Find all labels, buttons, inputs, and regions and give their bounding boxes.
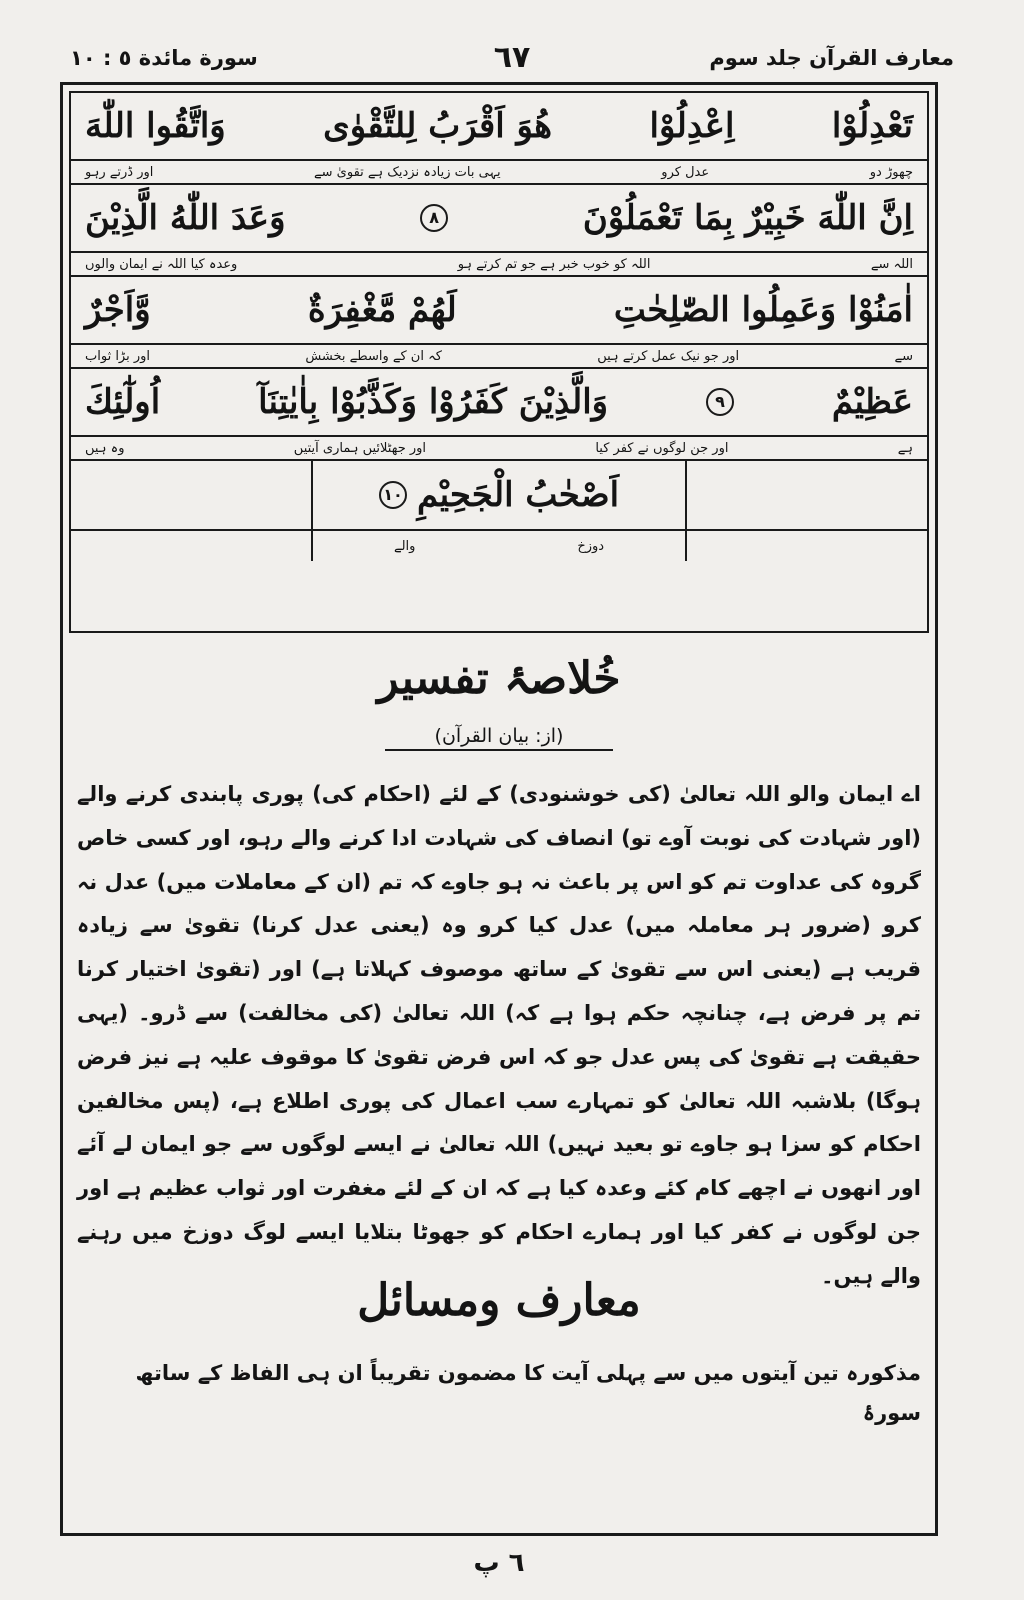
surah-reference: سورة مائدة ٥ : ١٠ <box>70 46 258 70</box>
section-title-khulasa: خُلاصۂ تفسیر <box>377 653 621 704</box>
empty-cell <box>71 461 311 529</box>
empty-cell <box>687 531 927 561</box>
page-number: ٦٧ <box>493 40 531 75</box>
ayah-segment: اِنَّ اللّٰهَ خَبِيْرٌ بِمَا تَعْمَلُوْنَ <box>582 198 913 238</box>
page-header <box>70 40 954 86</box>
source-attribution <box>63 725 935 747</box>
empty-cell <box>687 461 927 529</box>
source-text: (از: بیان القرآن) <box>385 725 614 751</box>
ayah-row-5 <box>71 461 927 531</box>
ayah-row-1 <box>71 93 927 161</box>
page-frame <box>60 82 938 1536</box>
ayah-segment: وَاتَّقُوا اللّٰهَ <box>85 106 226 146</box>
translation-segment: اور جو نیک عمل کرتے ہیں <box>597 348 740 364</box>
translation-segment: وہ ہیں <box>85 440 125 456</box>
translation-segment: اللہ سے <box>870 256 913 272</box>
translation-segment: اور ڈرتے رہو <box>85 164 154 180</box>
ayah-segment: وَعَدَ اللّٰهُ الَّذِيْنَ <box>85 198 286 238</box>
translation-segment: والے <box>393 538 416 554</box>
ayah-segment: وَّاَجْرٌ <box>85 290 151 330</box>
translation-row-1 <box>71 161 927 185</box>
translation-segment: ہے <box>897 440 913 456</box>
ayah-segment: اٰمَنُوْا وَعَمِلُوا الصّٰلِحٰتِ <box>613 290 913 330</box>
maarif-paragraph: مذکورہ تین آیتوں میں سے پہلی آیت کا مضمون تقریباً ان ہی الفاظ کے ساتھ سورۂ <box>135 1361 921 1425</box>
ayah-table <box>69 91 929 633</box>
ayah-segment: لَهُمْ مَّغْفِرَةٌ <box>307 290 457 330</box>
ayah-row-2 <box>71 185 927 253</box>
ayah-row-3 <box>71 277 927 345</box>
translation-row-2 <box>71 253 927 277</box>
ayah-cell <box>311 461 687 529</box>
ayah-segment: اُولٰٓئِكَ <box>85 382 161 422</box>
translation-segment: اور جن لوگوں نے کفر کیا <box>595 440 729 456</box>
empty-cell <box>71 531 311 561</box>
translation-segment: دوزخ <box>577 538 605 554</box>
ayah-segment: اَصْحٰبُ الْجَحِيْمِ <box>416 475 620 515</box>
translation-row-4 <box>71 437 927 461</box>
translation-segment: عدل کرو <box>661 164 710 180</box>
translation-row-3 <box>71 345 927 369</box>
ayah-segment: وَالَّذِيْنَ كَفَرُوْا وَكَذَّبُوْا بِاٰيٰتِنَآ <box>258 382 609 422</box>
translation-segment: اور بڑا ثواب <box>85 348 151 364</box>
translation-cell <box>311 531 687 561</box>
book-title: معارف القرآن جلد سوم <box>709 46 954 70</box>
ayah-segment: اِعْدِلُوْا <box>649 106 735 146</box>
translation-segment: چھوڑ دو <box>869 164 913 180</box>
translation-segment: وعدہ کیا اللہ نے ایمان والوں <box>85 256 238 272</box>
signature-mark: ٦ پ <box>473 1548 525 1578</box>
translation-segment: کہ ان کے واسطے بخشش <box>305 348 442 364</box>
translation-segment: اور جھٹلائیں ہماری آیتیں <box>293 440 427 456</box>
ayah-row-4 <box>71 369 927 437</box>
translation-segment: یہی بات زیادہ نزدیک ہے تقویٰ سے <box>314 164 501 180</box>
translation-row-5 <box>71 531 927 561</box>
ayah-segment: عَظِيْمٌ <box>831 382 913 422</box>
ayah-number-marker: ٩ <box>706 388 734 416</box>
section-title-maarif: معارف ومسائل <box>357 1275 641 1326</box>
ayah-segment: هُوَ اَقْرَبُ لِلتَّقْوٰى <box>323 106 553 146</box>
translation-segment: اللہ کو خوب خبر ہے جو تم کرتے ہو <box>457 256 651 272</box>
tafsir-paragraph: اے ایمان والو اللہ تعالیٰ (کی خوشنودی) کے لئے (احکام کی) پوری پابندی کرنے والے (اور شہادت کی نوبت آوے تو) انصاف کی شہادت ادا کرنے والے رہو، اور کسی خاص گروہ کی عداوت تم کو اس پر باعث نہ ہو جاوے کہ تم (ان کے معاملات میں) عدل نہ کرو (ضرور ہر معاملہ میں) عدل کیا کرو وہ (یعنی عدل کرنا) تقویٰ سے زیادہ قریب ہے (یعنی اس سے تقویٰ کے ساتھ موصوف کہلاتا ہے) اور (تقویٰ اختیار کرنا تم پر فرض ہے، چنانچہ حکم ہوا ہے کہ) اللہ تعالیٰ (کی مخالفت) سے ڈرو۔ (یہی حقیقت ہے تقویٰ کی پس عدل جو کہ اس فرض تقویٰ کا موقوف علیہ ہے نیز فرض ہوگا) بلاشبہ اللہ تعالیٰ کو تمہارے سب اعمال کی پوری اطلاع ہے، (پس مخالفین احکام کو سزا ہو جاوے تو بعید نہیں) اللہ تعالیٰ نے ایسے لوگوں سے جو ایمان لے آئے اور انھوں نے اچھے کام کئے وعدہ کیا ہے کہ ان کے لئے مغفرت اور ثواب عظیم ہے اور جن لوگوں نے کفر کیا اور ہمارے احکام کو جھوٹا بتلایا ایسے لوگ دوزخ میں رہنے والے ہیں۔ <box>77 782 921 1288</box>
ayah-number-marker: ١٠ <box>379 481 407 509</box>
ayah-segment: تَعْدِلُوْا <box>831 106 913 146</box>
translation-segment: سے <box>894 348 913 364</box>
ayah-number-marker: ٨ <box>420 204 448 232</box>
